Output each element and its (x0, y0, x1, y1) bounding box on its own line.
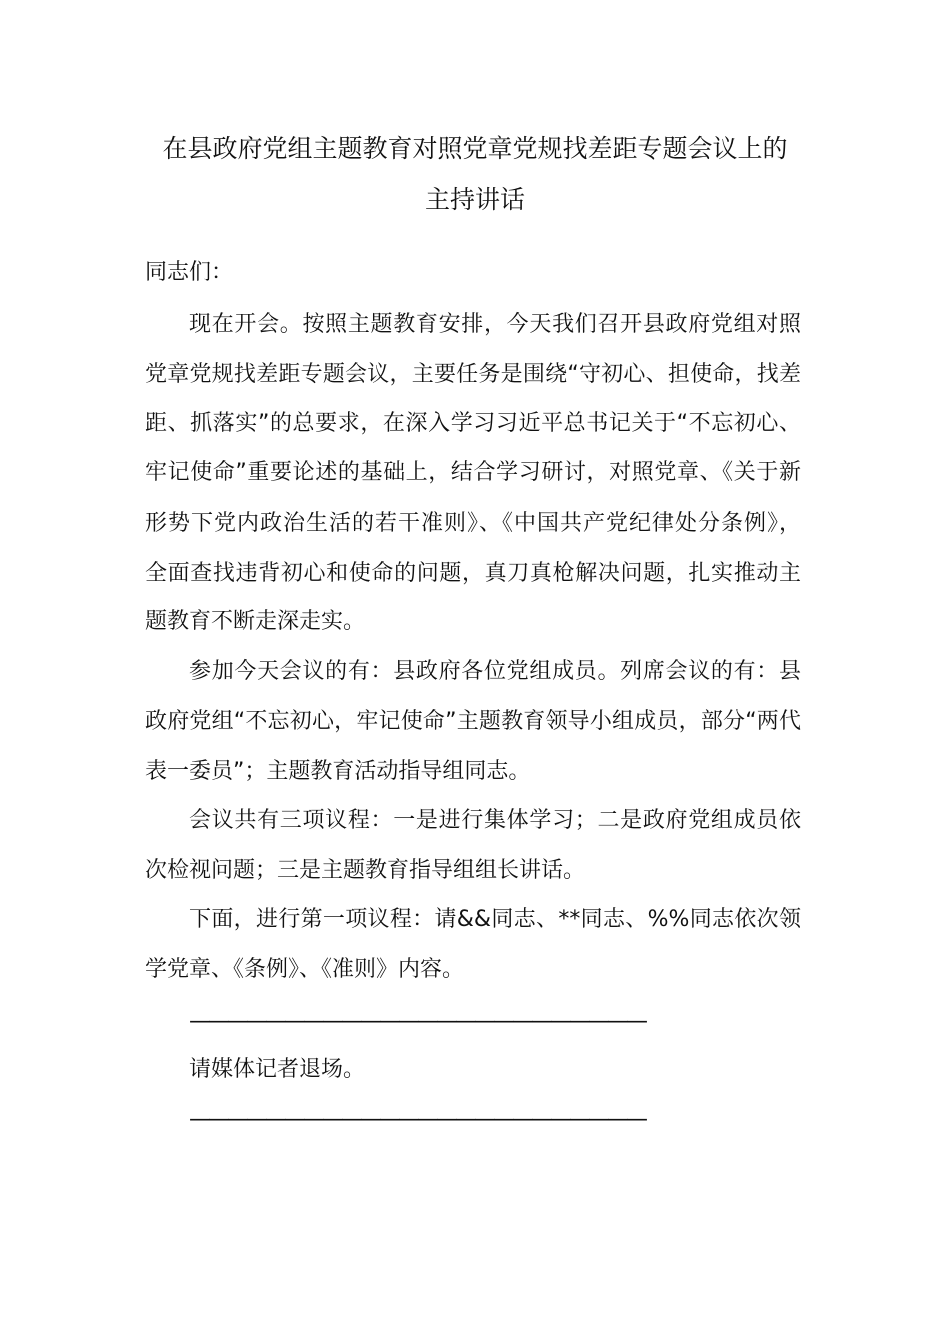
document-title-line-2: 主持讲话 (424, 185, 525, 214)
salutation: 同志们： (145, 260, 234, 285)
paragraph-4-line-2: 学党章、《条例》、《准则》内容。 (145, 957, 465, 982)
paragraph-2-line-2: 政府党组“不忘初心，牢记使命”主题教育领导小组成员，部分“两代 (145, 709, 801, 734)
paragraph-4-line-1: 下面，进行第一项议程：请&&同志、**同志、%%同志依次领 (189, 907, 801, 932)
paragraph-2-line-1: 参加今天会议的有：县政府各位党组成员。列席会议的有：县 (189, 659, 801, 684)
paragraph-2-line-3: 表一委员”；主题教育活动指导组同志。 (145, 759, 531, 784)
document-title-line-1: 在县政府党组主题教育对照党章党规找差距专题会议上的 (162, 134, 788, 163)
paragraph-1-line-5: 形势下党内政治生活的若干准则》、《中国共产党纪律处分条例》， (145, 511, 801, 536)
separator-line-1: ———————————————————————— (189, 1009, 645, 1034)
paragraph-1-line-2: 党章党规找差距专题会议，主要任务是围绕“守初心、担使命，找差 (145, 362, 801, 387)
paragraph-3-line-1: 会议共有三项议程：一是进行集体学习；二是政府党组成员依 (189, 808, 801, 833)
paragraph-1-line-1: 现在开会。按照主题教育安排，今天我们召开县政府党组对照 (189, 312, 801, 337)
notice-text: 请媒体记者退场。 (189, 1057, 366, 1082)
paragraph-1-line-3: 距、抓落实”的总要求，在深入学习习近平总书记关于“不忘初心、 (145, 411, 801, 436)
paragraph-1-line-7: 题教育不断走深走实。 (145, 609, 366, 634)
separator-line-2: ———————————————————————— (189, 1107, 645, 1132)
paragraph-1-line-6: 全面查找违背初心和使命的问题，真刀真枪解决问题，扎实推动主 (145, 561, 801, 586)
paragraph-3-line-2: 次检视问题；三是主题教育指导组组长讲话。 (145, 858, 586, 883)
paragraph-1-line-4: 牢记使命”重要论述的基础上，结合学习研讨，对照党章、《关于新 (145, 460, 801, 485)
